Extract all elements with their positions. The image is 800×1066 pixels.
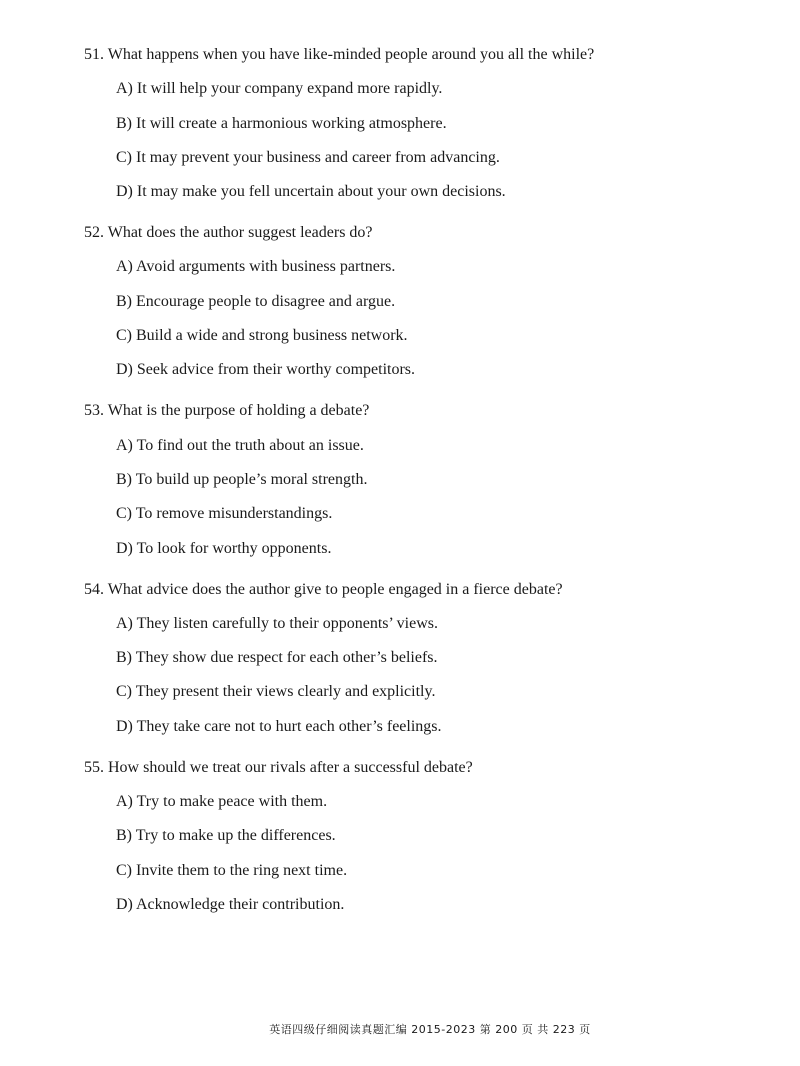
option-d: D) Acknowledge their contribution. (116, 895, 345, 913)
option-d: D) They take care not to hurt each other’s feelings. (116, 717, 442, 735)
option-list (84, 435, 764, 560)
question-stem: 53. What is the purpose of holding a debate? (84, 402, 370, 420)
option-a: A) To find out the truth about an issue. (116, 436, 364, 454)
question-51 (84, 44, 764, 203)
option-list (84, 256, 764, 381)
option-list (84, 791, 764, 916)
question-stem: 54. What advice does the author give to people engaged in a fierce debate? (84, 580, 563, 598)
option-a: A) It will help your company expand more rapidly. (116, 80, 443, 98)
question-54 (84, 579, 764, 738)
question-52 (84, 222, 764, 381)
option-b: B) They show due respect for each other’s beliefs. (116, 649, 438, 667)
question-list (84, 44, 764, 916)
option-list (84, 78, 764, 203)
question-55 (84, 757, 764, 916)
option-d: D) To look for worthy opponents. (116, 539, 332, 557)
option-a: A) They listen carefully to their opponents’ views. (116, 614, 438, 632)
option-b: B) Encourage people to disagree and argue. (116, 292, 396, 310)
option-c: C) It may prevent your business and career from advancing. (116, 148, 500, 166)
option-list (84, 613, 764, 738)
option-b: B) Try to make up the differences. (116, 827, 336, 845)
option-a: A) Try to make peace with them. (116, 793, 328, 811)
option-c: C) To remove misunderstandings. (116, 505, 333, 523)
option-d: D) It may make you fell uncertain about your own decisions. (116, 183, 506, 201)
question-stem: 51. What happens when you have like-minded people around you all the while? (84, 46, 595, 63)
option-c: C) Invite them to the ring next time. (116, 861, 348, 879)
question-53 (84, 400, 764, 559)
option-a: A) Avoid arguments with business partners. (116, 258, 396, 276)
page-footer: 英语四级仔细阅读真题汇编 2015-2023 第 200 页 共 223 页 (269, 1023, 591, 1036)
option-b: B) It will create a harmonious working atmosphere. (116, 114, 447, 132)
option-c: C) Build a wide and strong business network. (116, 327, 408, 345)
option-c: C) They present their views clearly and explicitly. (116, 683, 436, 701)
option-d: D) Seek advice from their worthy competitors. (116, 361, 416, 379)
question-stem: 55. How should we treat our rivals after a successful debate? (84, 758, 473, 776)
option-b: B) To build up people’s moral strength. (116, 470, 368, 488)
question-stem: 52. What does the author suggest leaders do? (84, 224, 373, 242)
